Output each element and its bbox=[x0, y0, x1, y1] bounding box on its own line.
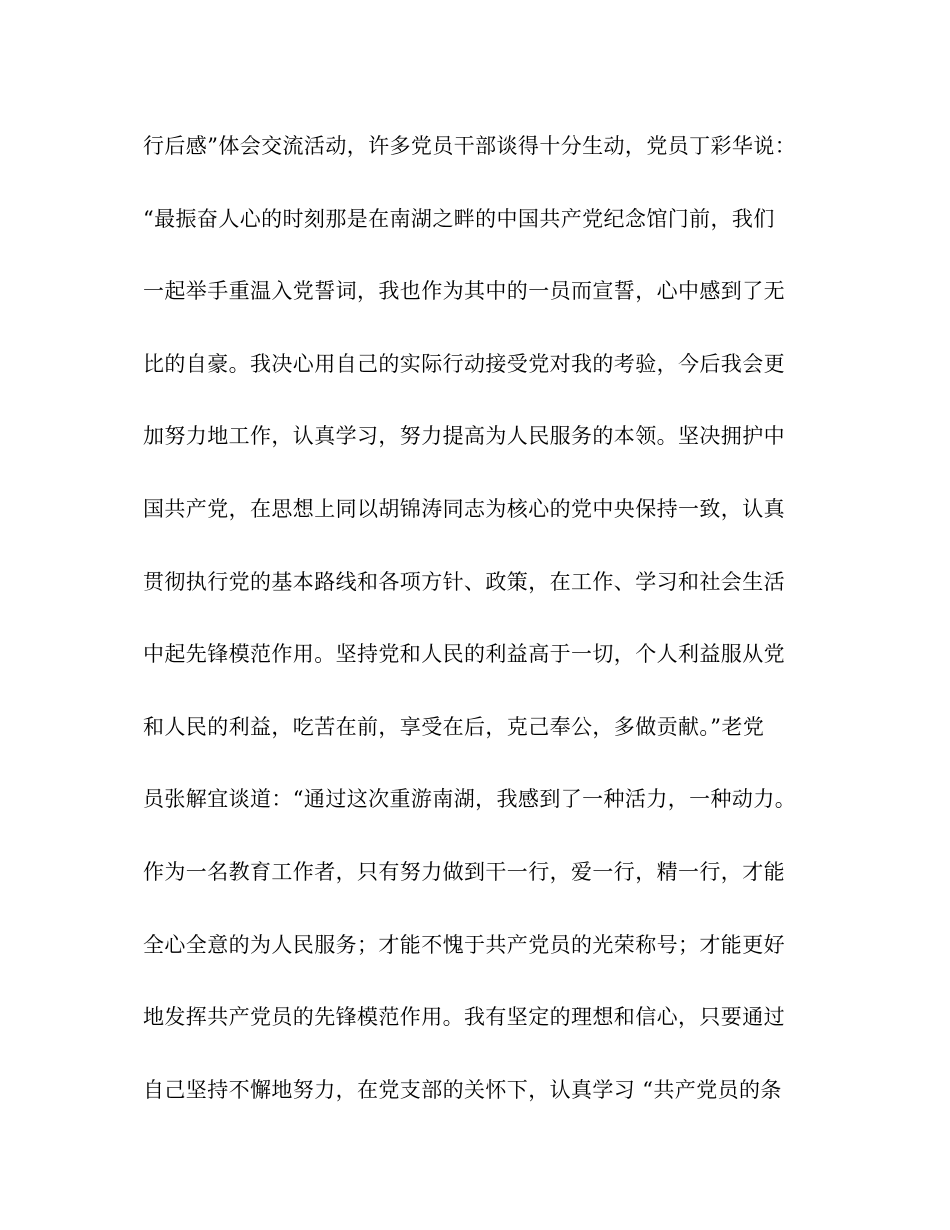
text-line: 比的自豪。我决心用自己的实际行动接受党对我的考验，今后我会更 bbox=[143, 351, 785, 376]
text-line: “最振奋人心的时刻那是在南湖之畔的中国共产党纪念馆门前，我们 bbox=[143, 206, 775, 231]
text-line: 全心全意的为人民服务；才能不愧于共产党员的光荣称号；才能更好 bbox=[143, 932, 785, 957]
text-line: 和人民的利益，吃苦在前，享受在后，克己奉公，多做贡献。”老党 bbox=[143, 714, 765, 739]
text-line: 贯彻执行党的基本路线和各项方针、政策，在工作、学习和社会生活 bbox=[143, 569, 785, 594]
text-line: 中起先锋模范作用。坚持党和人民的利益高于一切，个人利益服从党 bbox=[143, 642, 785, 667]
text-line: 国共产党，在思想上同以胡锦涛同志为核心的党中央保持一致，认真 bbox=[143, 496, 785, 521]
text-line: 加努力地工作，认真学习，努力提高为人民服务的本领。坚决拥护中 bbox=[143, 424, 785, 449]
text-line: 自己坚持不懈地努力，在党支部的关怀下，认真学习 “共产党员的条 bbox=[143, 1077, 782, 1102]
text-line: 作为一名教育工作者，只有努力做到干一行，爱一行，精一行，才能 bbox=[143, 859, 785, 884]
body-text bbox=[143, 121, 823, 1137]
text-line: 行后感”体会交流活动，许多党员干部谈得十分生动，党员丁彩华说： bbox=[143, 134, 797, 158]
text-line: 员张解宜谈道：“通过这次重游南湖，我感到了一种活力，一种动力。 bbox=[143, 787, 797, 812]
text-line: 一起举手重温入党誓词，我也作为其中的一员而宣誓，心中感到了无 bbox=[143, 279, 785, 304]
text-line: 地发挥共产党员的先锋模范作用。我有坚定的理想和信心，只要通过 bbox=[143, 1005, 785, 1030]
